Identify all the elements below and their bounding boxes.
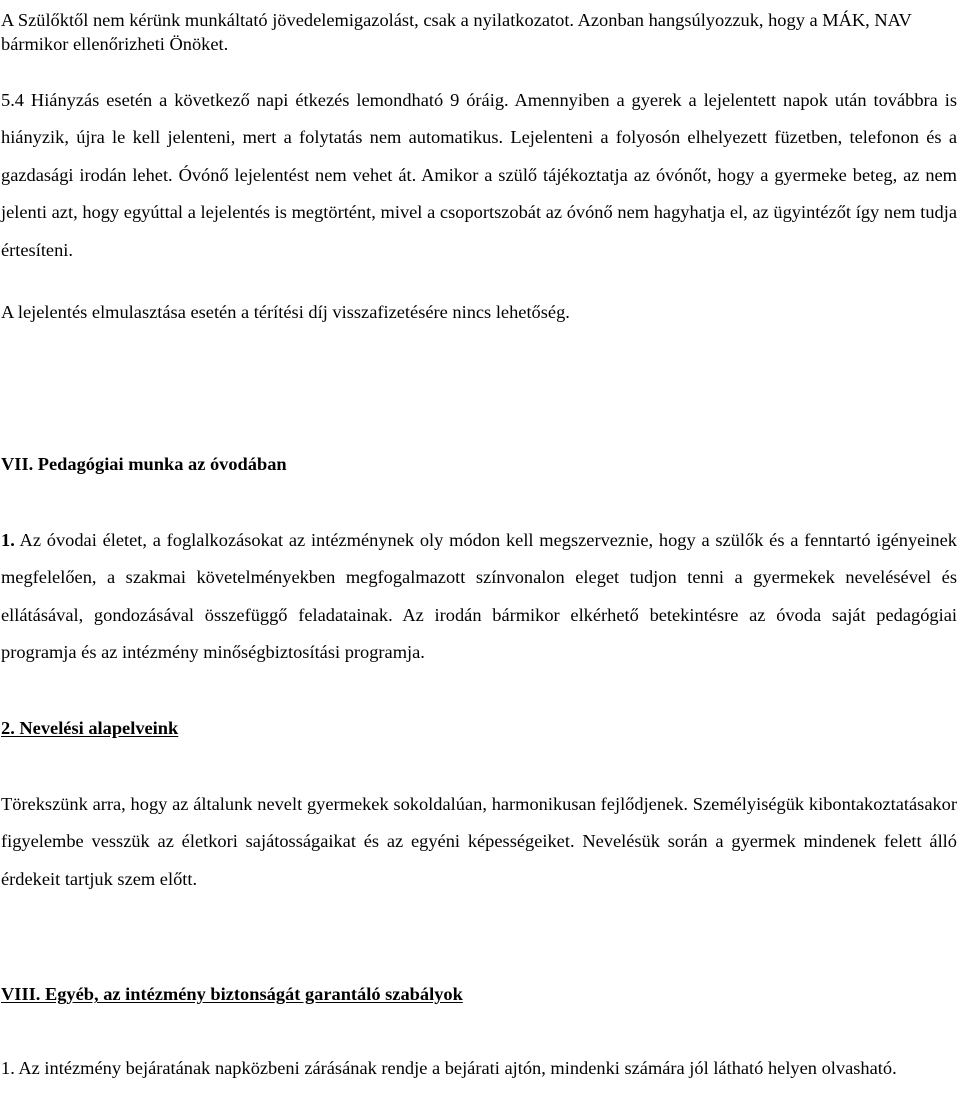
section-vii-item-2-title [1, 710, 178, 747]
section-viii-item-1: 1. Az intézmény bejáratának napközbeni zárásának rendje a bejárati ajtón, mindenki számára jól látható helyen olvasható. [1, 1058, 897, 1078]
section-5-4-paragraph: 5.4 Hiányzás esetén a következő napi étkezés lemondható 9 óráig. Amennyiben a gyerek a lejelentett napok után továbbra is hiányzik, újra le kell jelenteni, mert a folytatás nem automatikus. Lejelenteni a folyosón elhelyezett füzetben, telefonon és a gazdasági irodán lehet. Óvónő lejelentést nem vehet át. Amikor a szülő tájékoztatja az óvónőt, hogy a gyermeke beteg, az nem jelenti azt, hogy egyúttal a lejelentés is megtörtént, mivel a csoportszobát az óvónő nem hagyhatja el, az ügyintézőt így nem tudja értesíteni. [1, 90, 957, 260]
section-vii-item-2-text: Törekszünk arra, hogy az általunk nevelt gyermekek sokoldalúan, harmonikusan fejlődjenek. Személyiségük kibontakoztatásakor figyelembe vesszük az életkori sajátosságaikat és az egyéni képességeiket. Nevelésük során a gyermek mindenek felett álló érdekeit tartjuk szem előtt. [1, 794, 957, 889]
section-vii-title-text: VII. Pedagógiai munka az óvodában [1, 454, 287, 474]
section-viii-title-text: VIII. Egyéb, az intézmény biztonságát garantáló szabályok [1, 984, 463, 1004]
section-vii-item-1 [1, 522, 957, 672]
section-vii-item-2-title-text: 2. Nevelési alapelveink [1, 718, 179, 738]
intro-paragraph: A Szülőktől nem kérünk munkáltató jövedelemigazolást, csak a nyilatkozatot. Azonban hangsúlyozzuk, hogy a MÁK, NAV bármikor ellenőrizheti Önöket. [1, 10, 912, 54]
section-vii-item-1-number: 1. [1, 530, 15, 550]
section-vii-title [1, 446, 287, 483]
section-vii-item-1-text: Az óvodai életet, a foglalkozásokat az intézménynek oly módon kell megszerveznie, hogy a szülők és a fenntartó igényeinek megfelelően, a szakmai követelményekben megfogalmazott színvonalon eleget tudjon tenni a gyermekek nevelésével és ellátásával, gondozásával összefüggő feladatainak. Az irodán bármikor elkérhető betekintésre az óvoda saját pedagógiai programja és az intézmény minőségbiztosítási programja. [1, 530, 957, 663]
section-viii-title [1, 976, 463, 1013]
section-5-4-note: A lejelentés elmulasztása esetén a térítési díj visszafizetésére nincs lehetőség. [1, 302, 570, 322]
